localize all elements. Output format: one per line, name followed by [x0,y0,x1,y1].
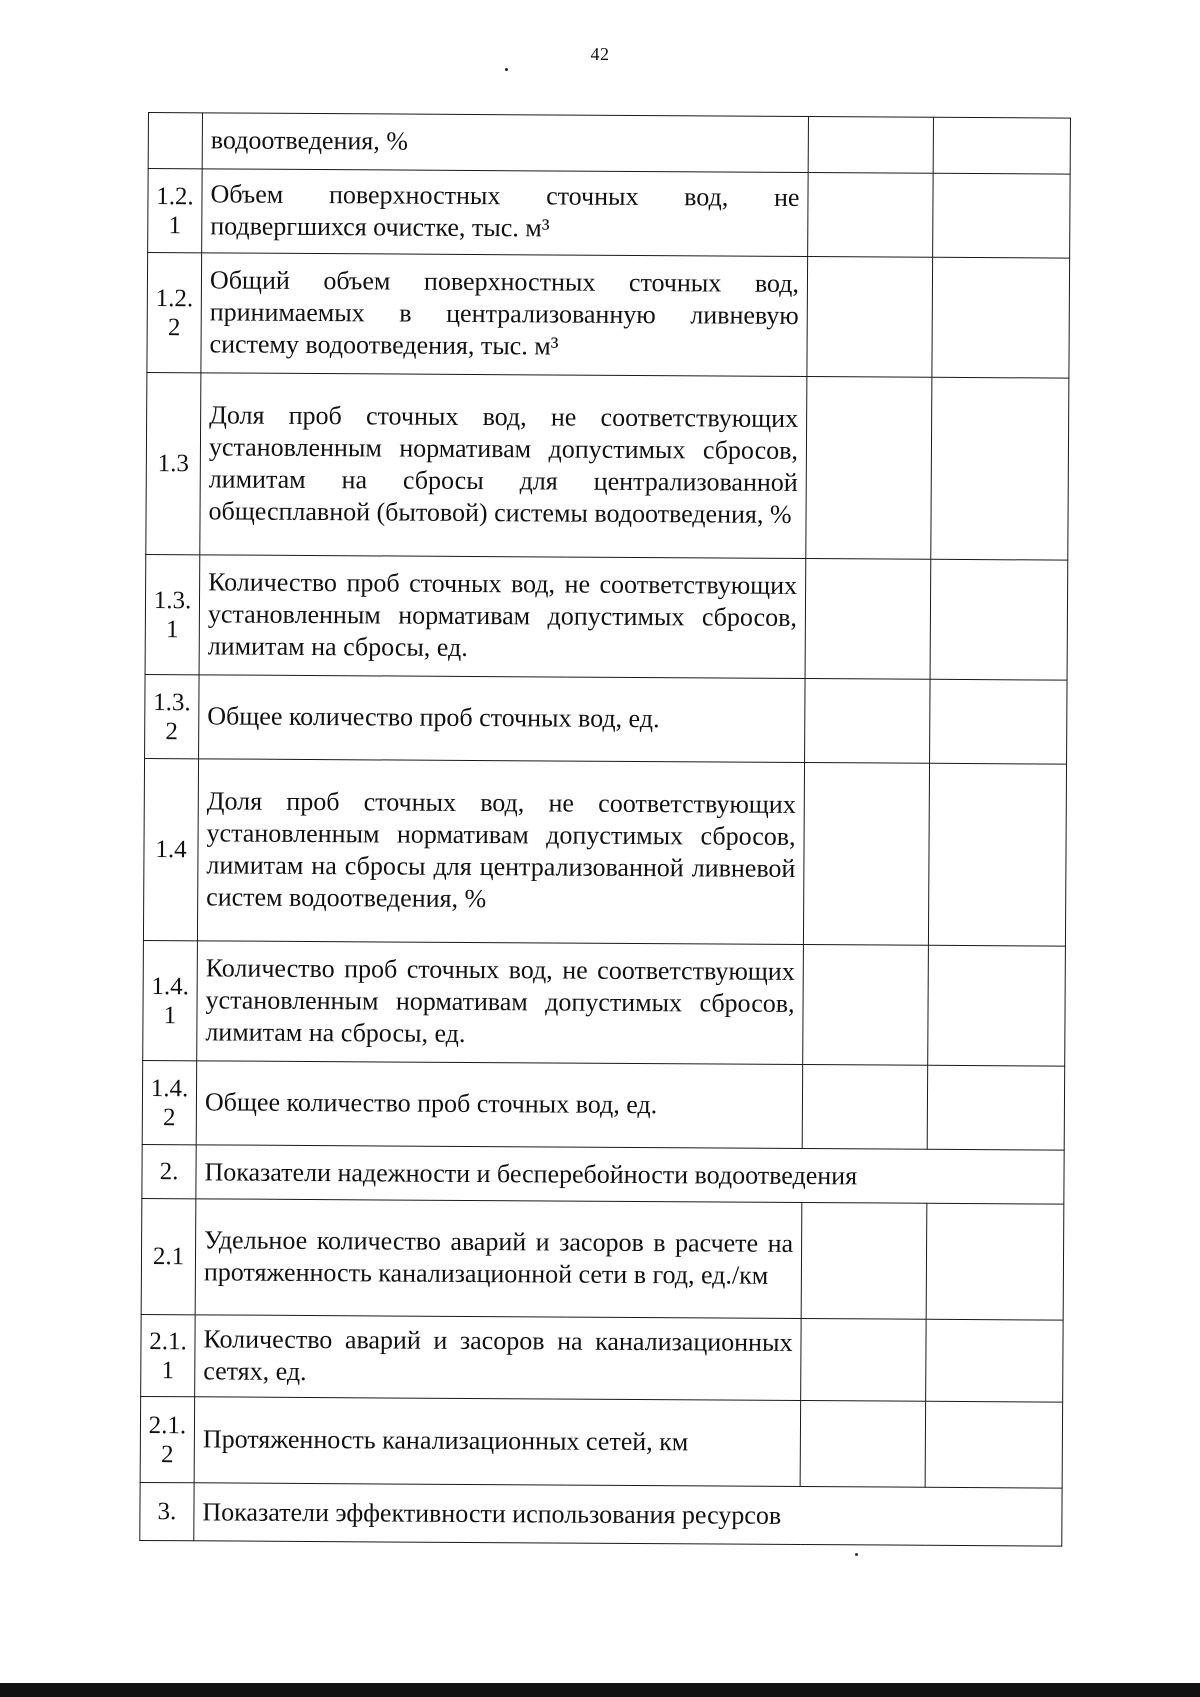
table-row [148,169,1070,259]
scan-speck [855,1553,858,1556]
indicator-name: Общее количество проб сточных вод, ед. [199,675,806,763]
indicator-name: Количество аварий и засоров на канализационных сетях, ед. [195,1315,801,1401]
row-number: 1.4. 2 [142,1060,197,1144]
row-number: 1.4 [143,758,198,940]
value-cell [800,1401,926,1488]
row-number: 2.1. 2 [140,1396,195,1482]
value-cell [803,763,929,946]
row-number: 2. [142,1144,196,1198]
row-number [148,113,202,169]
value-cell [933,117,1070,174]
row-number: 1.4. 1 [143,940,198,1060]
row-number: 2.1 [141,1198,196,1314]
value-cell [928,763,1066,946]
indicator-name: Объем поверхностных сточных вод, не подвергшихся очистке, тыс. м³ [202,169,809,257]
value-cell [807,257,933,378]
table-row [146,372,1069,560]
value-cell [806,377,932,560]
value-cell [802,1065,928,1150]
value-cell [926,1203,1064,1320]
value-cell [803,945,929,1066]
value-cell [808,117,933,174]
value-cell [805,679,931,764]
indicators-table [139,112,1071,1547]
table-row [145,674,1067,764]
value-cell [805,559,931,680]
value-cell [808,173,934,258]
table-row [142,1060,1064,1150]
value-cell [930,559,1068,680]
indicator-name: Доля проб сточных вод, не соответствующих установленным нормативам допустимых сбросов, лимитам на сбросы для централизованной общесплавной (бытовой) системы водоотведения, % [200,373,807,559]
section-title: Показатели надежности и бесперебойности водоотведения [196,1145,1064,1204]
indicator-name: водоотведения, % [202,113,808,173]
value-cell [931,377,1069,560]
indicators-table-wrapper [139,112,1070,1547]
value-cell [930,679,1068,764]
indicator-name: Протяженность канализационных сетей, км [194,1397,801,1487]
indicator-name: Количество проб сточных вод, не соответствующих установленным нормативам допустимых сбросов, лимитам на сбросы, ед. [199,555,806,679]
row-number: 2.1. 1 [141,1314,195,1396]
value-cell [932,257,1070,378]
indicator-name: Общий объем поверхностных сточных вод, принимаемых в централизованную ливневую систему водоотведения, тыс. м³ [201,253,808,377]
indicator-name: Удельное количество аварий и засоров в расчете на протяженность канализационной сети в год, ед./км [195,1199,802,1319]
row-number: 3. [140,1482,194,1540]
value-cell [933,173,1071,258]
value-cell [928,945,1066,1066]
table-row [140,1396,1063,1488]
section-title: Показатели эффективности использования ресурсов [194,1483,1062,1546]
indicator-name: Доля проб сточных вод, не соответствующих установленным нормативам допустимых сбросов, лимитам на сбросы для централизованной ливневой систем водоотведения, % [197,759,804,945]
scan-edge-bar [0,1683,1200,1697]
section-row [140,1482,1062,1546]
table-row [143,940,1066,1066]
row-number: 1.2. 2 [147,253,202,373]
page-number: 42 [590,44,610,64]
row-number: 1.3. 2 [145,674,200,758]
indicator-name: Количество проб сточных вод, не соответствующих установленным нормативам допустимых сбросов, лимитам на сбросы, ед. [197,941,804,1065]
table-row [141,1198,1064,1320]
row-number: 1.3. 1 [145,554,200,674]
row-number: 1.3 [146,372,201,554]
value-cell [801,1319,926,1402]
value-cell [926,1319,1063,1402]
section-row [142,1144,1064,1204]
value-cell [927,1065,1065,1150]
row-number: 1.2. 1 [148,169,203,253]
value-cell [925,1401,1063,1488]
indicators-table-body [140,113,1071,1547]
table-row [143,758,1066,946]
table-row [147,253,1070,379]
value-cell [801,1203,927,1320]
table-row [148,113,1070,175]
indicator-name: Общее количество проб сточных вод, ед. [196,1061,803,1149]
table-row [145,554,1068,680]
scan-speck [505,68,508,71]
table-row [141,1314,1063,1402]
